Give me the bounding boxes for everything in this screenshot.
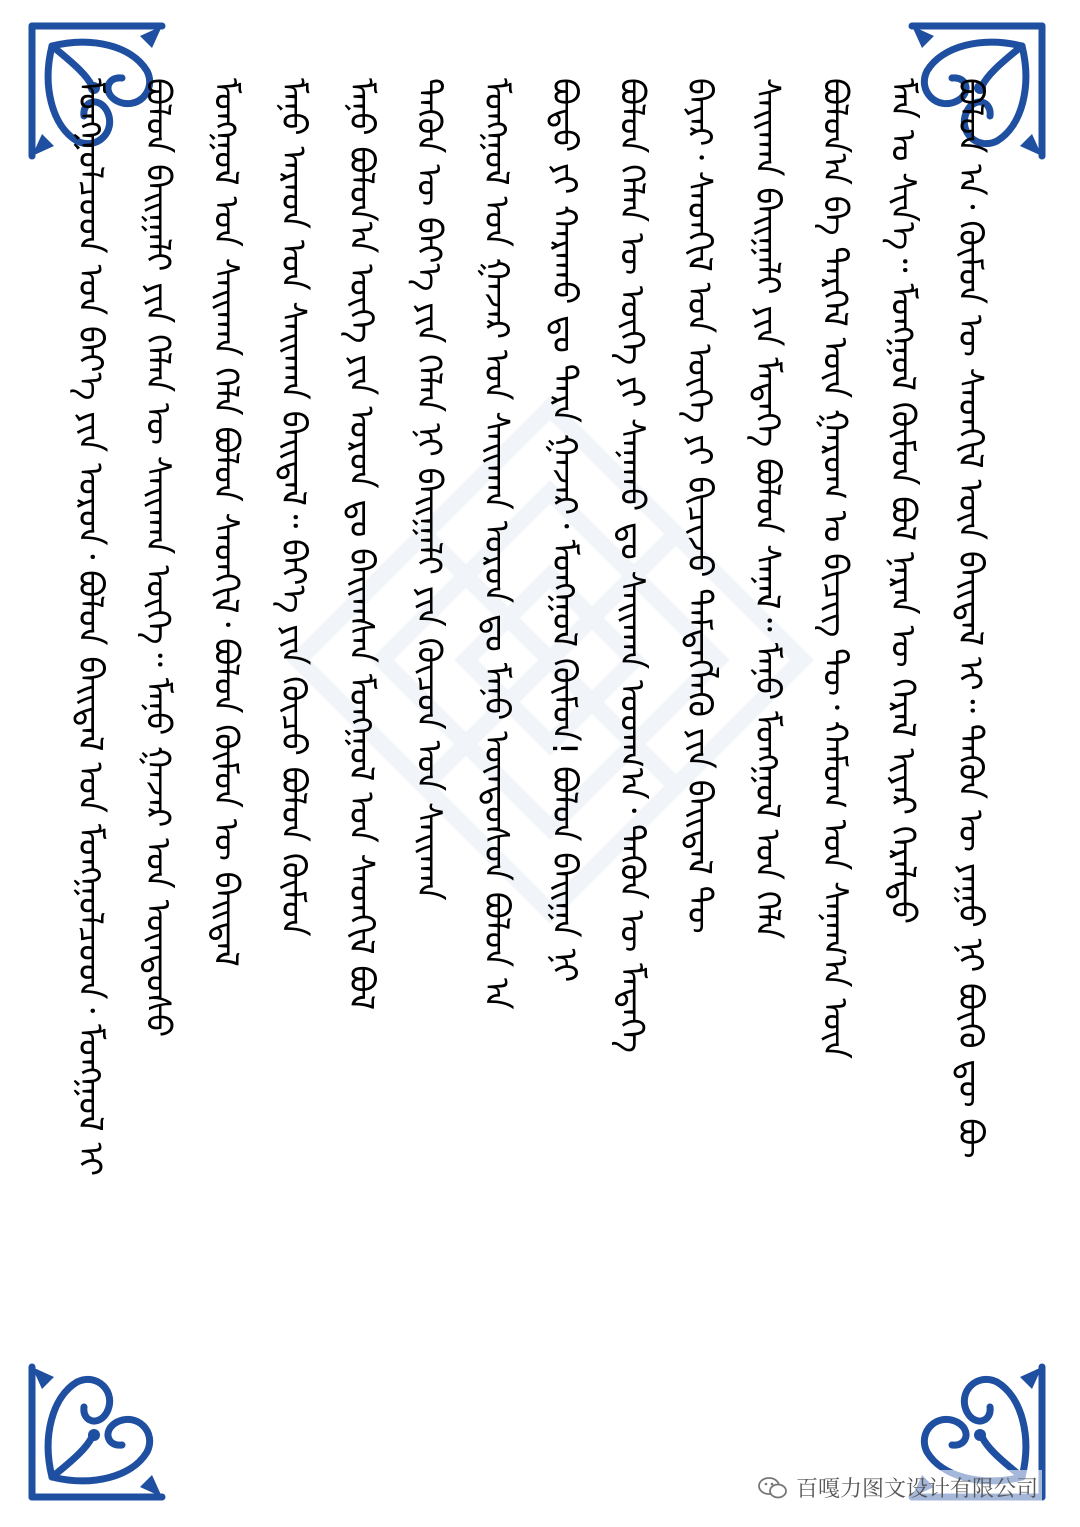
text-column: ᠮᠠᠨ ᠤ ᠰᠢᠨ᠎ᠡ᠃ ᠮᠣᠩᠭᠣᠯ ᠬᠦᠮᠦᠨ ᠪᠣᠯ ᠨᠠᠷᠠᠨ ᠦ ᠭᠡᠷᠡᠯ ᠢᠶᠡᠷ ᠭᠡᠷᠡᠯᠲᠦ [882, 78, 923, 925]
publisher-watermark [754, 1470, 1042, 1505]
text-column: ᠮᠣᠩᠭᠣᠯ ᠤᠨ ᠭᠠᠵᠠᠷ ᠤᠨ ᠰᠠᠢᠬᠠᠨ ᠤᠷᠤᠨ ᠳᠤ ᠮᠠᠨᠤ ᠦᠨᠳᠦᠰᠦᠨ ᠪᠣᠯᠣᠨ ᠠ [476, 78, 517, 1010]
text-column: ᠰᠠᠢᠬᠠᠨ ᠪᠠᠢᠭᠠᠯᠢ ᠶᠢᠨ ᠮᠡᠳᠡᠭᠡ ᠪᠣᠯᠤᠨ ᠰᠠᠨᠠᠯ᠃ ᠮᠠᠨᠤ ᠮᠣᠩᠭᠣᠯ ᠤᠨ ᠬᠡᠯᠡ [746, 78, 787, 940]
text-column: ᠪᠣᠳᠤ ᠶᠢ ᠬᠠᠷᠠᠬᠤ ᠳᠤ ᠲᠡᠷᠡ ᠭᠠᠵᠠᠷ᠂ ᠮᠣᠩᠭᠣᠯ ᠬᠦᠮᠦᠨ! ᠪᠣᠯᠤᠨ ᠪᠠᠢᠭᠠ ᠨᠢ [543, 78, 584, 983]
text-column: ᠮᠠᠨᠤ ᠠᠷᠠᠳ ᠤᠨ ᠰᠠᠢᠬᠠᠨ ᠪᠠᠢᠳᠠᠯ᠃ ᠪᠡᠶ᠎ᠡ ᠶᠢᠨ ᠬᠦᠴᠦ ᠪᠣᠯᠤᠨ ᠬᠦᠮᠦᠨ [273, 78, 314, 937]
text-column: ᠮᠣᠩᠭᠣᠯᠴᠤᠳ ᠤᠨ ᠪᠡᠶ᠎ᠡ ᠶᠢᠨ ᠤᠷᠤᠨ᠂ ᠪᠣᠯᠤᠨ ᠪᠠᠢᠳᠠᠯ ᠤᠨ ᠮᠣᠩᠭᠣᠯᠴᠤᠳ᠂ ᠮᠣᠩᠭᠣᠯ ᠢ [70, 78, 110, 1177]
text-column: ᠮᠠᠨᠤ ᠪᠣᠯᠤᠨ᠎ᠠ ᠦᠭᠡ ᠶᠢᠨ ᠤᠷᠤᠨ ᠳᠤ ᠪᠠᠢᠭᠰᠠᠨ ᠮᠣᠩᠭᠣᠯ ᠤᠨ ᠰᠡᠳᠬᠢᠯ ᠪᠣᠯ [340, 78, 381, 1011]
text-column: ᠪᠣᠯᠤᠨ ᠬᠡᠯᠡᠨ ᠦ ᠦᠭᠡ ᠶᠢ ᠰᠠᠨᠠᠬᠤ ᠳᠤ ᠰᠠᠢᠬᠠᠨ ᠤᠳᠬ᠎ᠠ᠂ ᠲᠡᠭᠦᠨ ᠦ ᠮᠡᠳᠡᠭᠡ [611, 78, 652, 1054]
wechat-icon [758, 1476, 788, 1500]
text-column: ᠲᠡᠭᠦᠨ ᠦ ᠪᠡᠶ᠎ᠡ ᠶᠢᠨ ᠬᠡᠯᠡᠨ ᠨᠢ ᠪᠠᠢᠭᠠᠯᠢ ᠶᠢᠨ ᠬᠦᠴᠦᠨ ᠤᠨ ᠰᠠᠢᠬᠠᠨ [408, 78, 449, 901]
text-column: ᠪᠣᠯᠤᠨ ᠪᠠᠢᠭᠠᠯᠢ ᠶᠢᠨ ᠬᠡᠯᠡᠨ ᠦ ᠰᠠᠢᠬᠠᠨ ᠦᠭᠡ᠃ ᠮᠠᠨᠤ ᠭᠠᠵᠠᠷ ᠤᠨ ᠦᠨᠳᠦᠰᠦ [137, 78, 178, 1038]
text-column: ᠮᠣᠩᠭᠣᠯ ᠤᠨ ᠰᠠᠢᠬᠠᠨ ᠬᠡᠯᠡ ᠪᠣᠯᠤᠨ ᠰᠡᠳᠬᠢᠯ᠂ ᠪᠣᠯᠤᠨ ᠬᠦᠮᠦᠨ ᠦ ᠪᠠᠢᠳᠠᠯ [205, 78, 246, 967]
mongolian-text-body [70, 78, 990, 1448]
text-column: ᠪᠠᠶᠠᠷ᠂ ᠰᠡᠳᠬᠢᠯ ᠤᠨ ᠦᠭᠡ ᠶᠢ ᠪᠢᠴᠢᠵᠦ ᠲᠡᠮᠳᠡᠭᠯᠡᠬᠦ ᠶᠢᠨ ᠪᠠᠢᠳᠠᠯ ᠲᠦ [679, 78, 720, 934]
text-column: ᠪᠣᠯᠤᠨ᠎ᠠ ᠪᠠ ᠲᠡᠷᠭᠡᠯ ᠦᠨ ᠭᠠᠷᠤᠭ ᠤ ᠪᠢᠴᠢᠭ ᠲᠦ᠂ ᠬᠠᠮᠤᠭ ᠤᠨ ᠰᠠᠨᠠᠭ᠎ᠠ ᠦᠨ [814, 78, 855, 1060]
text-column: ᠪᠣᠯᠣᠨ ᠠ᠂ ᠬᠦᠮᠦᠨ ᠦ ᠰᠡᠳᠬᠢᠯ ᠦᠨ ᠪᠠᠢᠳᠠᠯ ᠢ᠃ ᠲᠡᠭᠦᠨ ᠦ ᠶᠠᠭᠤ ᠨᠢ ᠪᠦᠬᠦ ᠳᠦ ᠪᠦ [949, 78, 990, 1159]
publisher-name: 百嘎力图文设计有限公司 [795, 1477, 1038, 1502]
